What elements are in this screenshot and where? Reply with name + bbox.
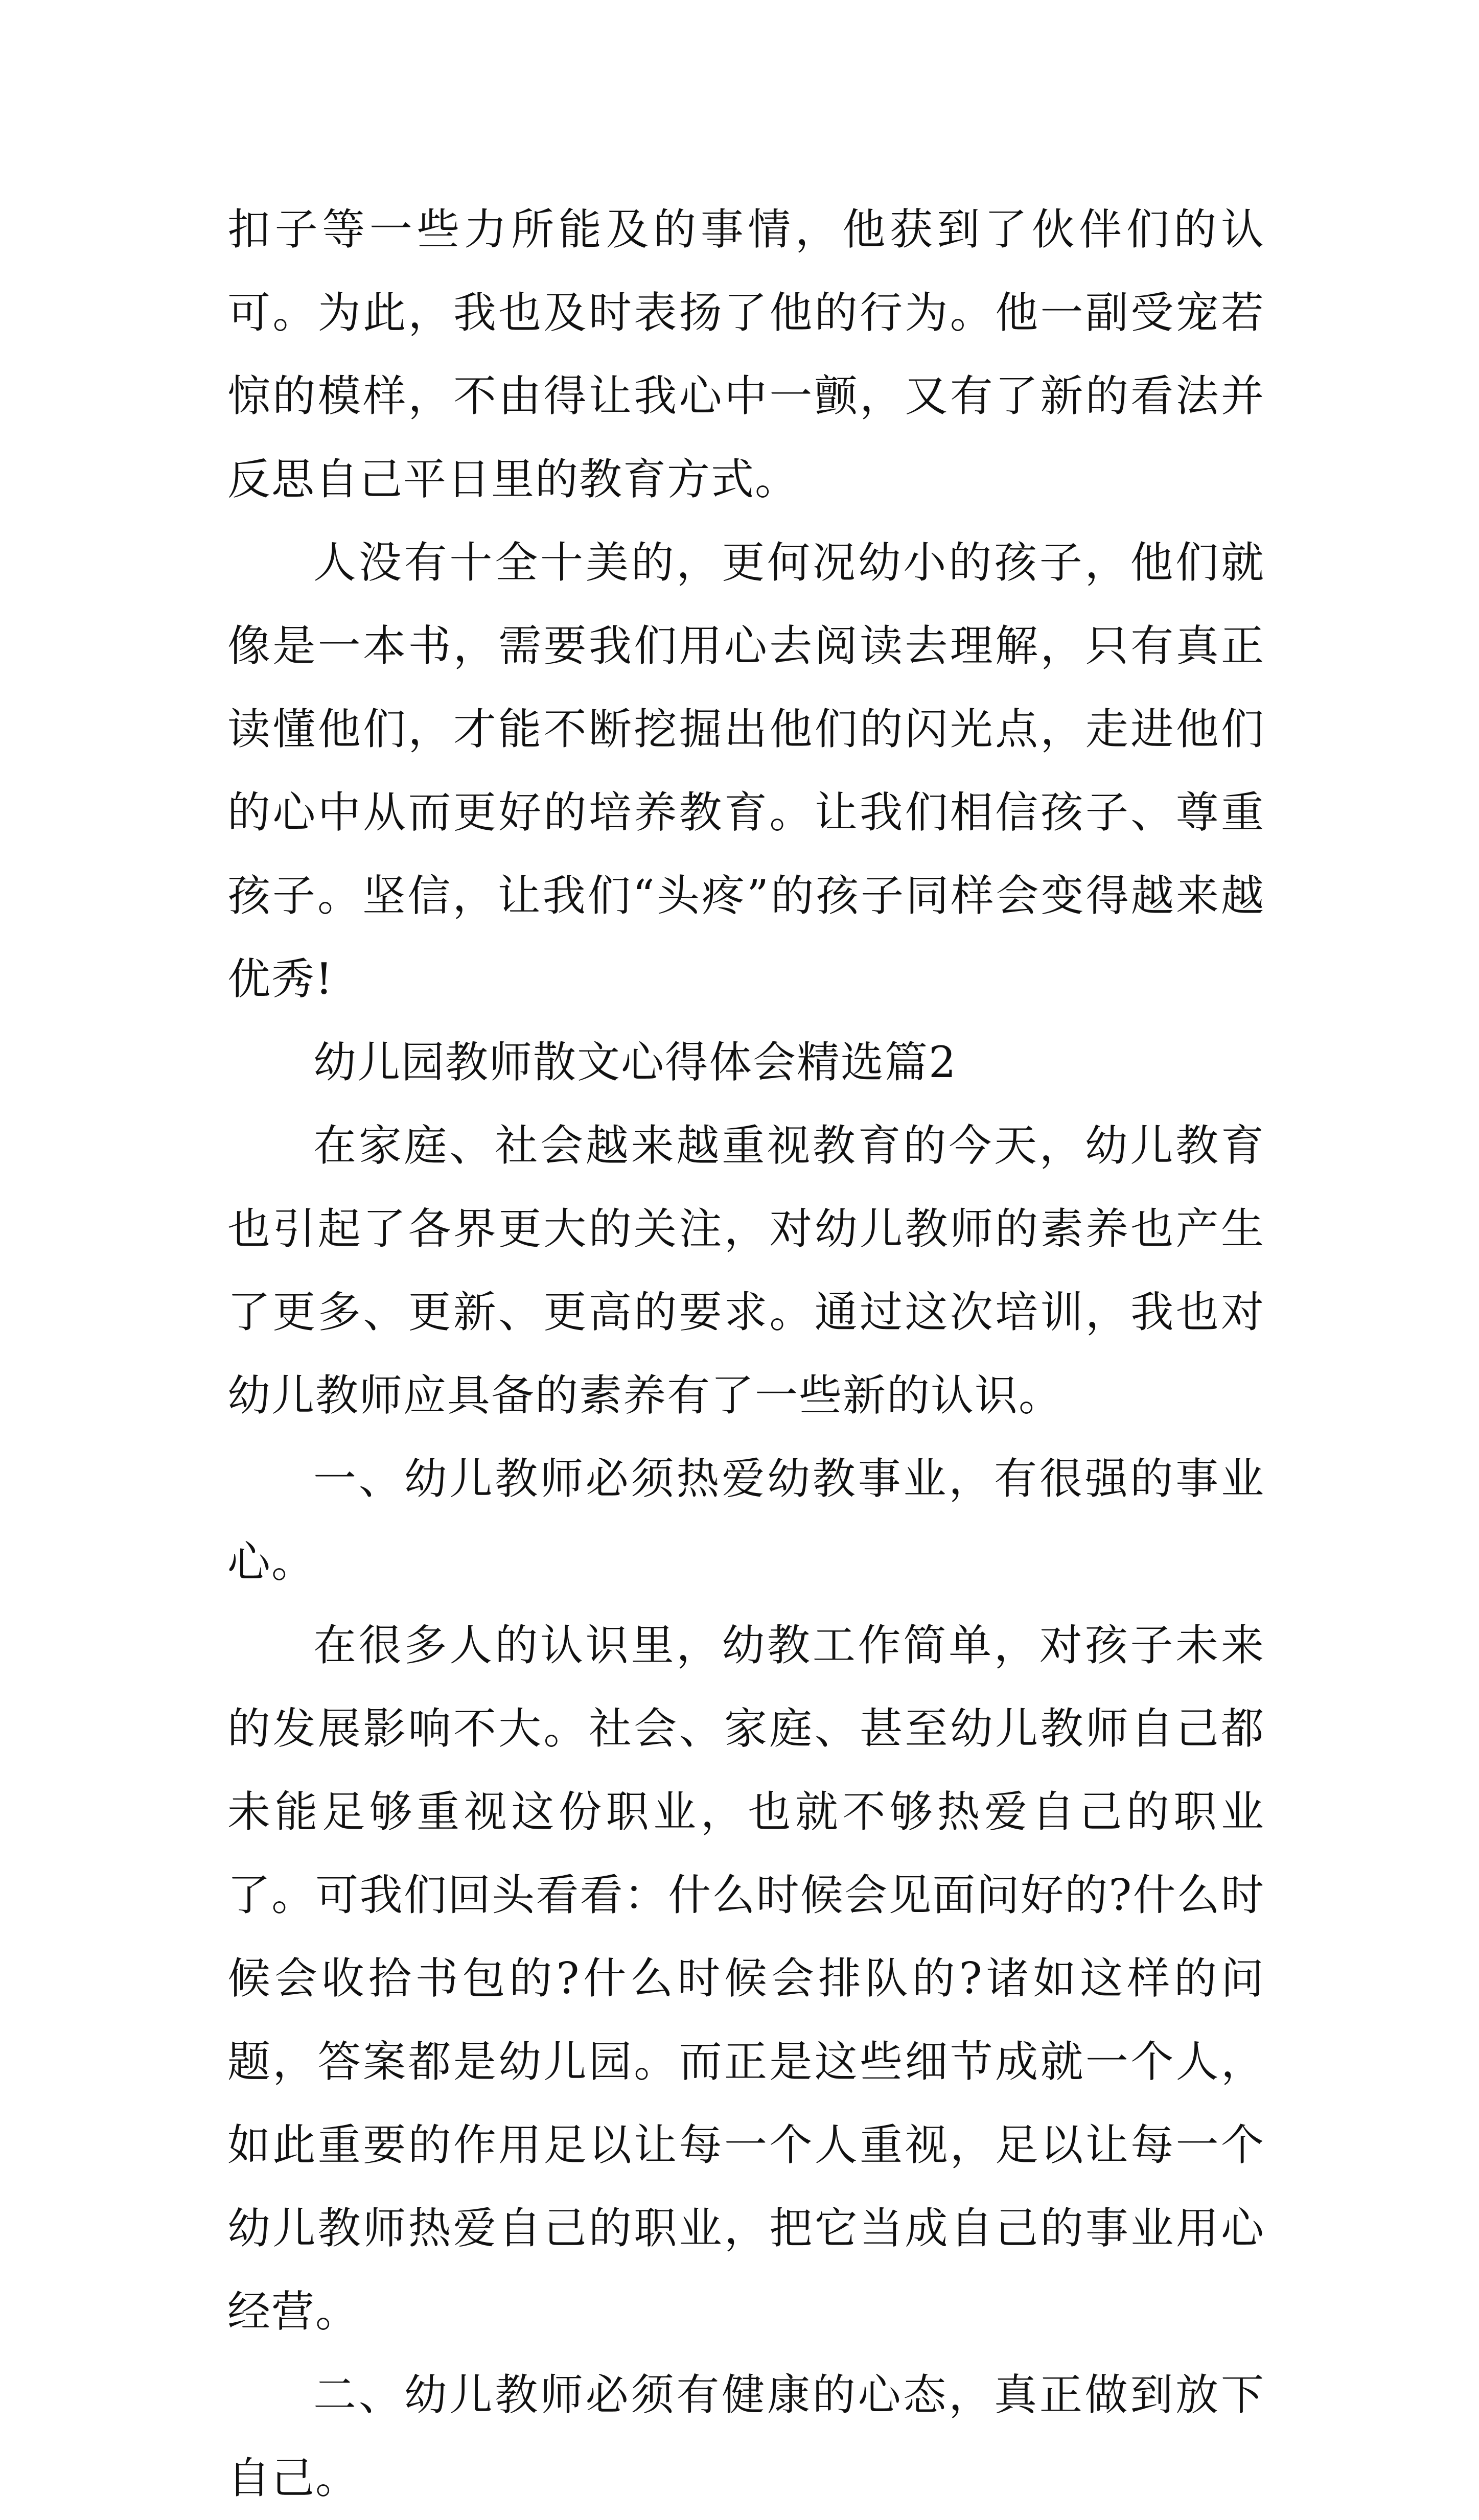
paragraph: 在家庭、社会越来越重视教育的今天，幼儿教育也引起了各界更大的关注，对幼儿教师的素养也产生了更多、更新、更高的要求。通过这次培训，我也对幼儿教师应具备的素养有了一些新的认识。 <box>227 1121 1265 1420</box>
section-title: 幼儿园教师散文心得体会精选篇2 <box>313 1037 957 1087</box>
paragraph-continuation: 扣子等一些力所能及的事情，他获到了伙伴们的认可。为此，我也及时表扬了他的行为。他一副受宠若惊的模样，不由得让我心中一颤，又有了新的看法并反思自己平日里的教育方式。 <box>227 204 1265 504</box>
paragraph: 在很多人的认识里，幼教工作简单，对孩子未来的发展影响不大。社会、家庭、甚至幼儿教师自己都未能足够重视这份职业，也就不够热爱自己的职业了。可我们回头看看：什么时候会见面问好的?什么时候会收拾书包的?什么时候会排队的?诸如这样的问题，答案都是幼儿园。而正是这些细节成就一个人，如此重要的作用足以让每一个人重视，足以让每一个幼儿教师热爱自己的职业，把它当成自己的事业用心经营。 <box>227 1620 1265 2337</box>
subheading-point-one: 一、幼儿教师必须热爱幼教事业，有很强的事业心。 <box>227 1454 1265 1587</box>
subheading-point-two: 二、幼儿教师必须有健康的心态，真正做到放下自己。 <box>227 2370 1265 2503</box>
paragraph: 人没有十全十美的，更何况幼小的孩子，他们就像是一本书，需要我们用心去阅读去理解，只有真正读懂他们，才能不断挖掘出他们的闪光点，走进他们的心中从而更好的培养教育。让我们相信孩子、尊重孩子。坚信，让我们“头疼”的孩子同样会变得越来越优秀! <box>227 538 1265 1004</box>
document-body <box>227 188 1265 2520</box>
